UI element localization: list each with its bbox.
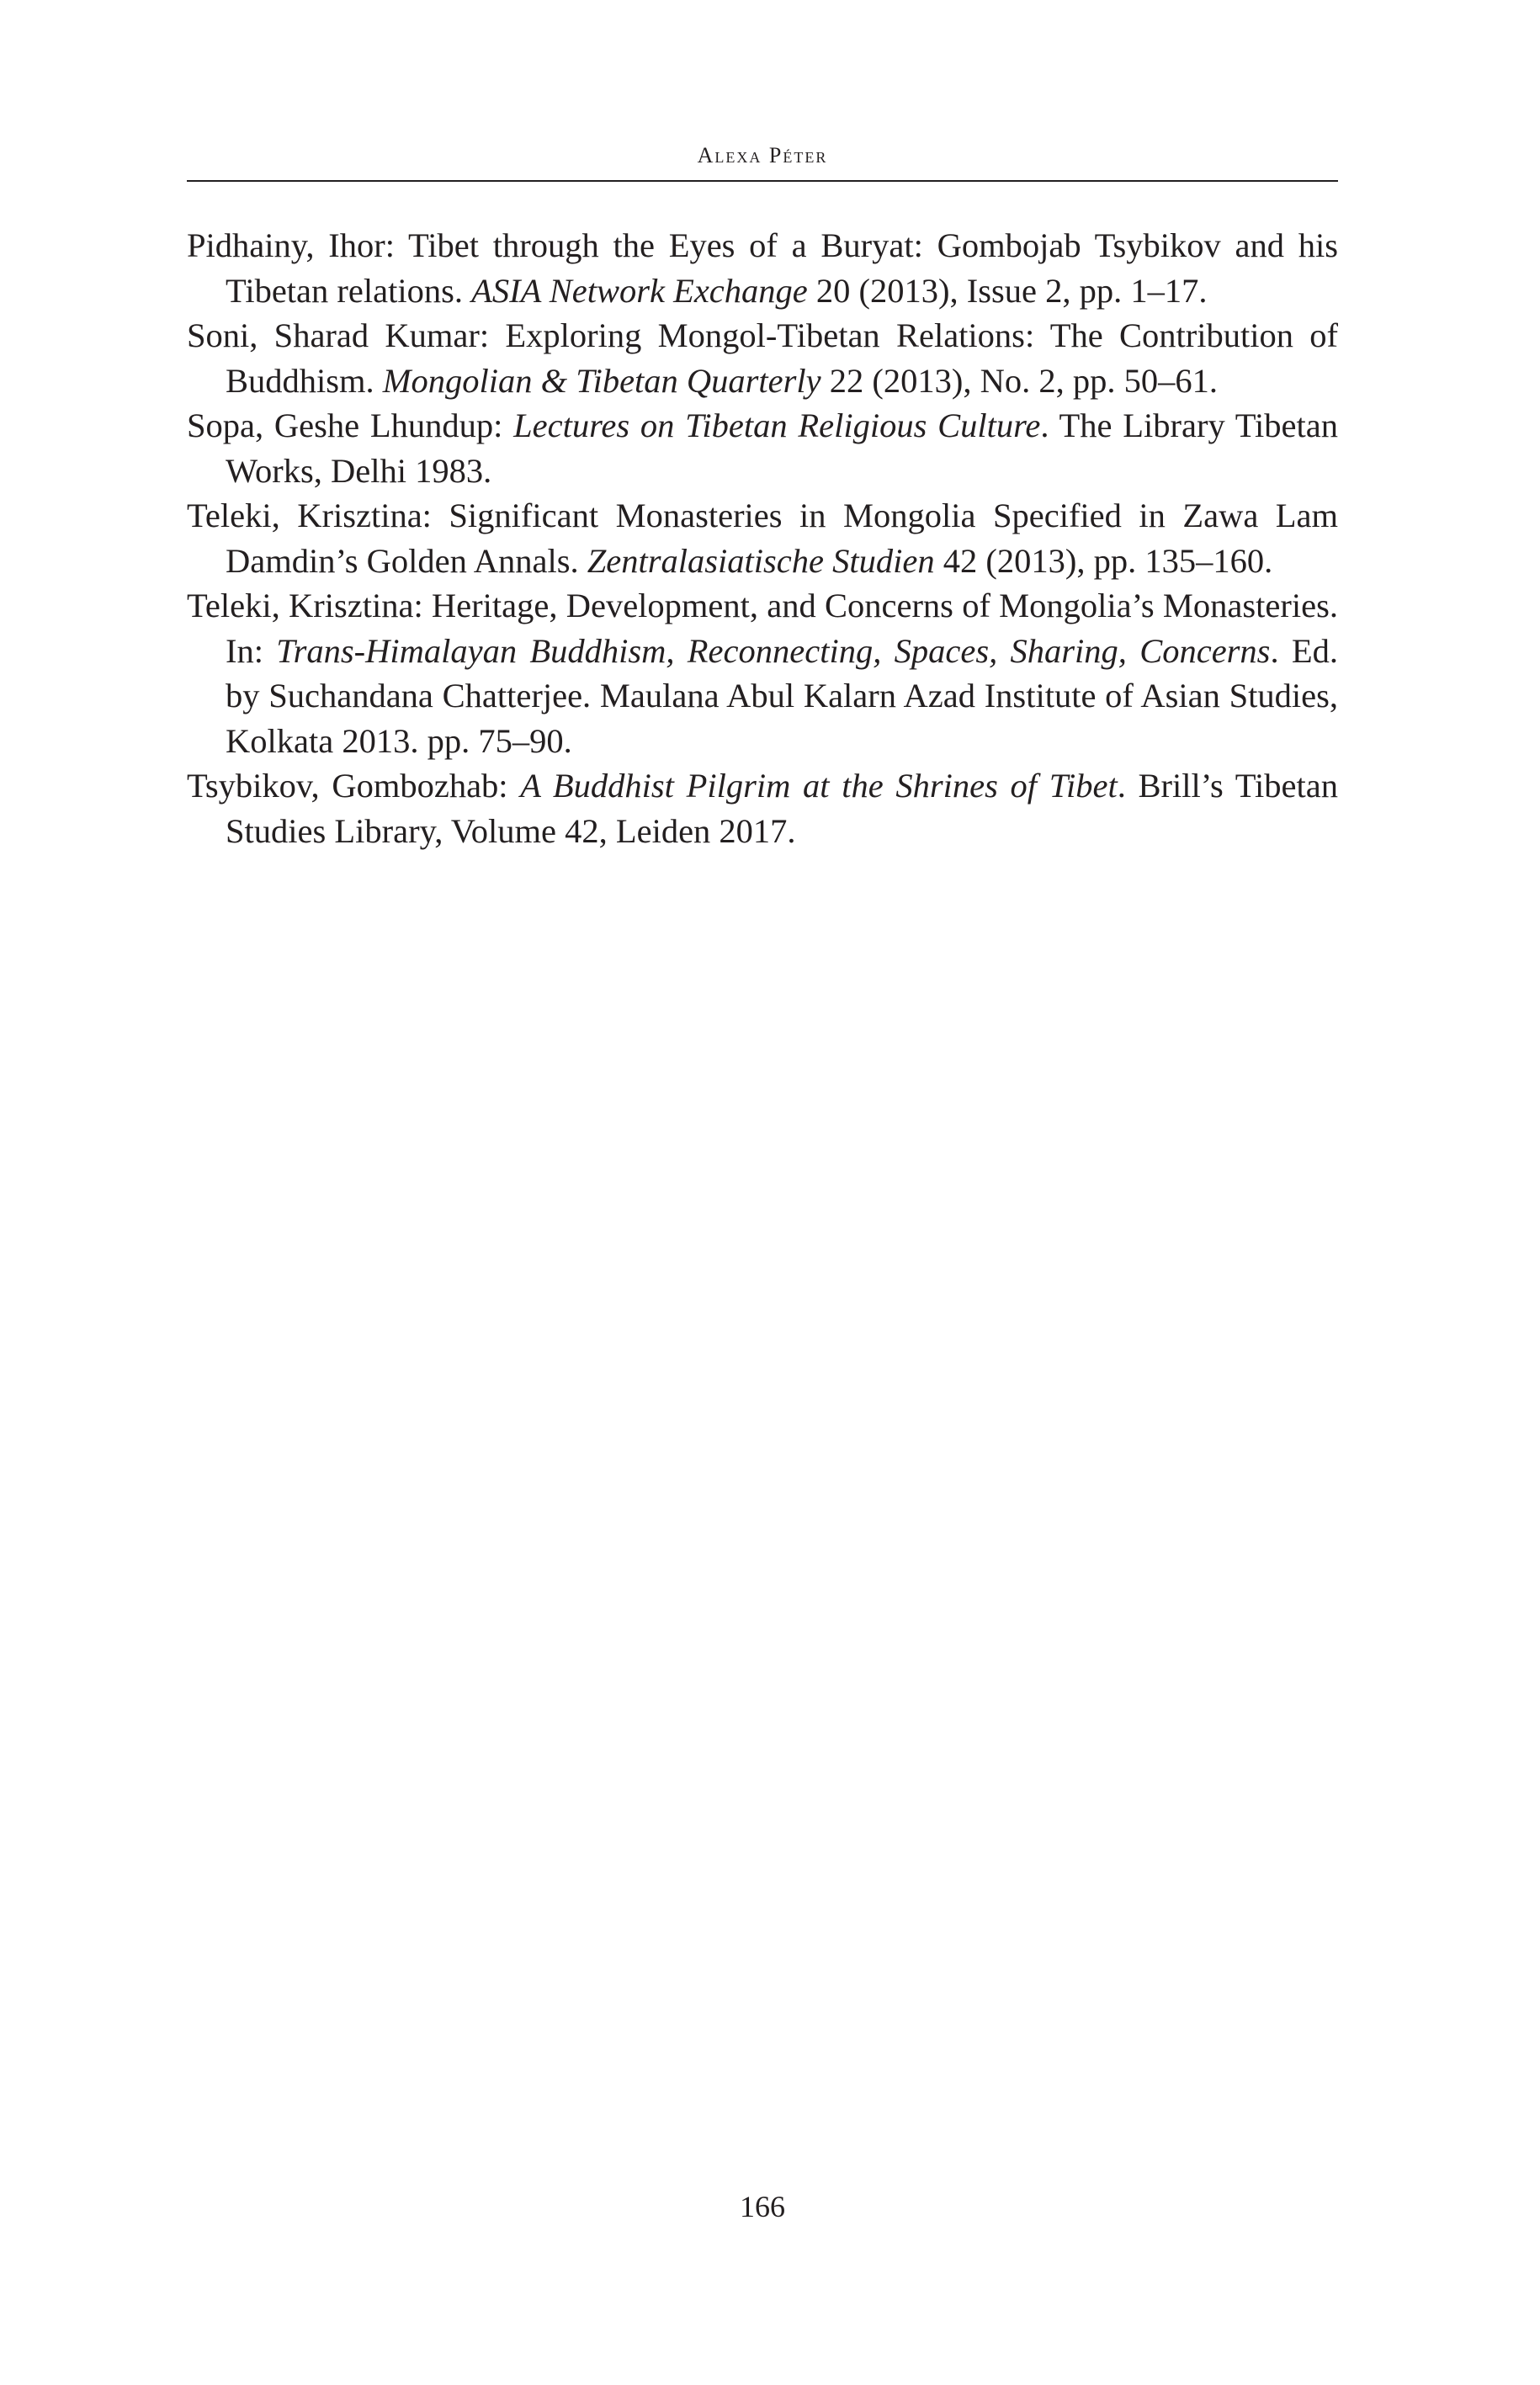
bibliography-entry <box>187 403 1338 493</box>
entry-title: Lectures on Tibetan Religious Culture <box>513 406 1041 444</box>
header-rule <box>187 180 1338 182</box>
entry-details: 42 (2013), pp. 135–160. <box>934 541 1273 580</box>
entry-details: . Ed. by Suchandana Chatterjee. Maulana Abul Kalarn Azad Institute of Asian Studies, Kolkata 2013. pp. 75–90. <box>226 631 1338 760</box>
entry-details: . The Library Tibetan Works, Delhi 1983. <box>226 406 1338 490</box>
entry-text: Sopa, Geshe Lhundup: <box>187 406 514 444</box>
bibliography-entry <box>187 313 1338 403</box>
bibliography-list <box>187 223 1338 853</box>
entry-text: Teleki, Krisztina: Significant Monasteries in Mongolia Specified in Zawa Lam Damdin’s Golden Annals. <box>187 497 1338 580</box>
bibliography-entry <box>187 493 1338 583</box>
entry-text: Soni, Sharad Kumar: Exploring Mongol-Tibetan Relations: The Contribution of Buddhism. <box>187 316 1338 400</box>
entry-title: Trans-Himalayan Buddhism, Reconnecting, Spaces, Sharing, Concerns <box>276 631 1271 670</box>
bibliography-entry <box>187 583 1338 763</box>
bibliography-entry <box>187 763 1338 853</box>
entry-title: Mongolian & Tibetan Quarterly <box>382 361 821 400</box>
entry-text: Teleki, Krisztina: Heritage, Development, and Concerns of Mongolia’s Monasteries. In: <box>187 587 1338 670</box>
entry-title: ASIA Network Exchange <box>471 271 808 310</box>
entry-text: Pidhainy, Ihor: Tibet through the Eyes of a Buryat: Gombojab Tsybikov and his Tibetan relations. <box>187 226 1338 310</box>
entry-title: Zentralasiatische Studien <box>587 541 935 580</box>
entry-details: 20 (2013), Issue 2, pp. 1–17. <box>807 271 1208 310</box>
running-head: Alexa Péter <box>697 143 828 167</box>
bibliography-entry <box>187 223 1338 313</box>
entry-title: A Buddhist Pilgrim at the Shrines of Tibet <box>520 767 1118 805</box>
page-number: 166 <box>740 2190 785 2223</box>
entry-details: . Brill’s Tibetan Studies Library, Volume 42, Leiden 2017. <box>226 767 1338 850</box>
entry-text: Tsybikov, Gombozhab: <box>187 767 521 805</box>
entry-details: 22 (2013), No. 2, pp. 50–61. <box>820 361 1219 400</box>
